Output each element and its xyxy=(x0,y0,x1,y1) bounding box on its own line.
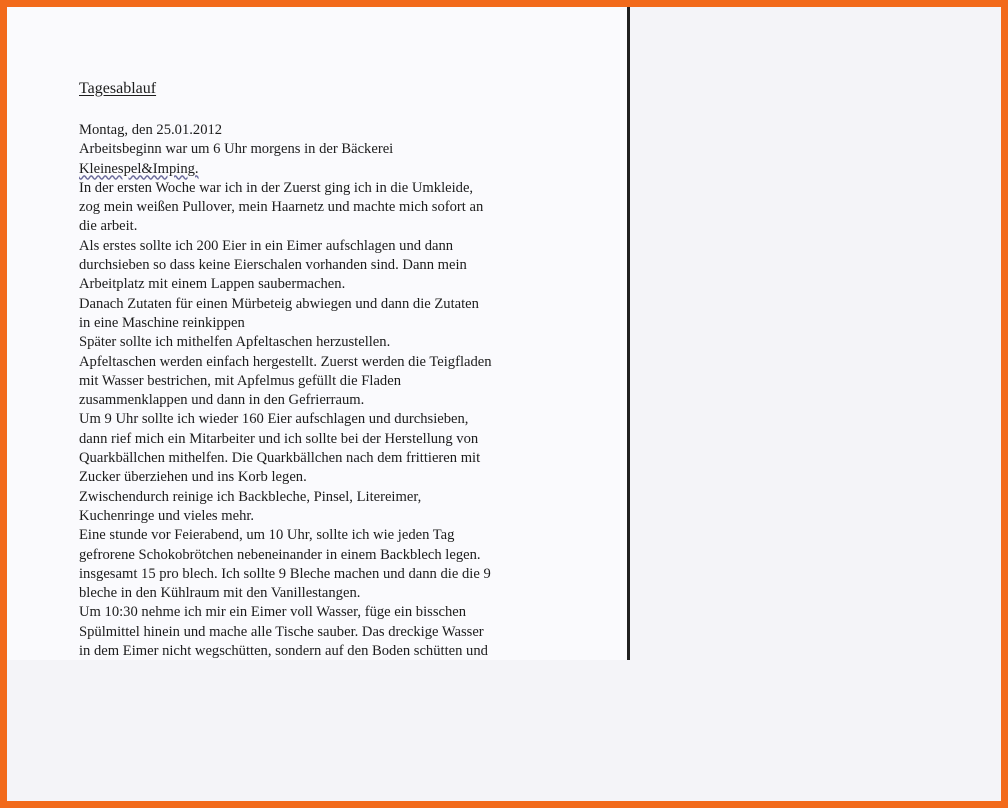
document-line: zog mein weißen Pullover, mein Haarnetz und machte mich sofort an xyxy=(79,199,484,216)
document-page xyxy=(7,7,627,660)
document-line: Montag, den 25.01.2012 xyxy=(79,122,223,138)
document-line: Zucker überziehen und ins Korb legen. xyxy=(79,469,307,486)
document-line: In der ersten Woche war ich in der Zuerst ging ich in die Umkleide, xyxy=(79,179,474,196)
document-line: Arbeitsbeginn war um 6 Uhr morgens in der Bäckerei xyxy=(79,141,394,158)
document-line: die arbeit. xyxy=(79,218,138,235)
document-line: Kuchenringe und vieles mehr. xyxy=(79,507,255,524)
document-line: Um 9 Uhr sollte ich wieder 160 Eier aufschlagen und durchsieben, xyxy=(79,411,469,428)
document-body xyxy=(79,121,619,660)
document-line: insgesamt 15 pro blech. Ich sollte 9 Bleche machen und dann die die 9 xyxy=(79,565,491,582)
document-line: Eine stunde vor Feierabend, um 10 Uhr, sollte ich wie jeden Tag xyxy=(79,527,455,544)
document-line: Arbeitplatz mit einem Lappen saubermachen. xyxy=(79,276,346,293)
document-line: Später sollte ich mithelfen Apfeltaschen herzustellen. xyxy=(79,334,391,351)
document-line: Danach Zutaten für einen Mürbeteig abwiegen und dann die Zutaten xyxy=(79,295,479,312)
document-title: Tagesablauf xyxy=(79,80,157,97)
document-line: Zwischendurch reinige ich Backbleche, Pinsel, Litereimer, xyxy=(79,488,422,505)
page-edge-divider xyxy=(627,7,630,660)
document-line: zusammenklappen und dann in den Gefrierraum. xyxy=(79,392,365,409)
document-line: mit Wasser bestrichen, mit Apfelmus gefüllt die Fladen xyxy=(79,372,401,389)
document-line: Um 10:30 nehme ich mir ein Eimer voll Wasser, füge ein bisschen xyxy=(79,604,467,621)
document-line: Apfeltaschen werden einfach hergestellt. Zuerst werden die Teigfladen xyxy=(79,353,492,370)
document-line: in eine Maschine reinkippen xyxy=(79,314,245,331)
document-line: durchsieben so dass keine Eierschalen vorhanden sind. Dann mein xyxy=(79,257,467,274)
document-line: bleche in den Kühlraum mit den Vanillestangen. xyxy=(79,585,361,602)
document-line: Spülmittel hinein und mache alle Tische sauber. Das dreckige Wasser xyxy=(79,623,484,640)
document-line: Kleinespel&Imping. xyxy=(79,160,199,177)
document-line: in dem Eimer nicht wegschütten, sondern auf den Boden schütten und xyxy=(79,643,488,660)
document-line: gefrorene Schokobrötchen nebeneinander in einem Backblech legen. xyxy=(79,546,481,563)
document-line: Quarkbällchen mithelfen. Die Quarkbällchen nach dem frittieren mit xyxy=(79,450,481,467)
document-line: dann rief mich ein Mitarbeiter und ich sollte bei der Herstellung von xyxy=(79,430,479,447)
document-line: Als erstes sollte ich 200 Eier in ein Eimer aufschlagen und dann xyxy=(79,237,454,254)
